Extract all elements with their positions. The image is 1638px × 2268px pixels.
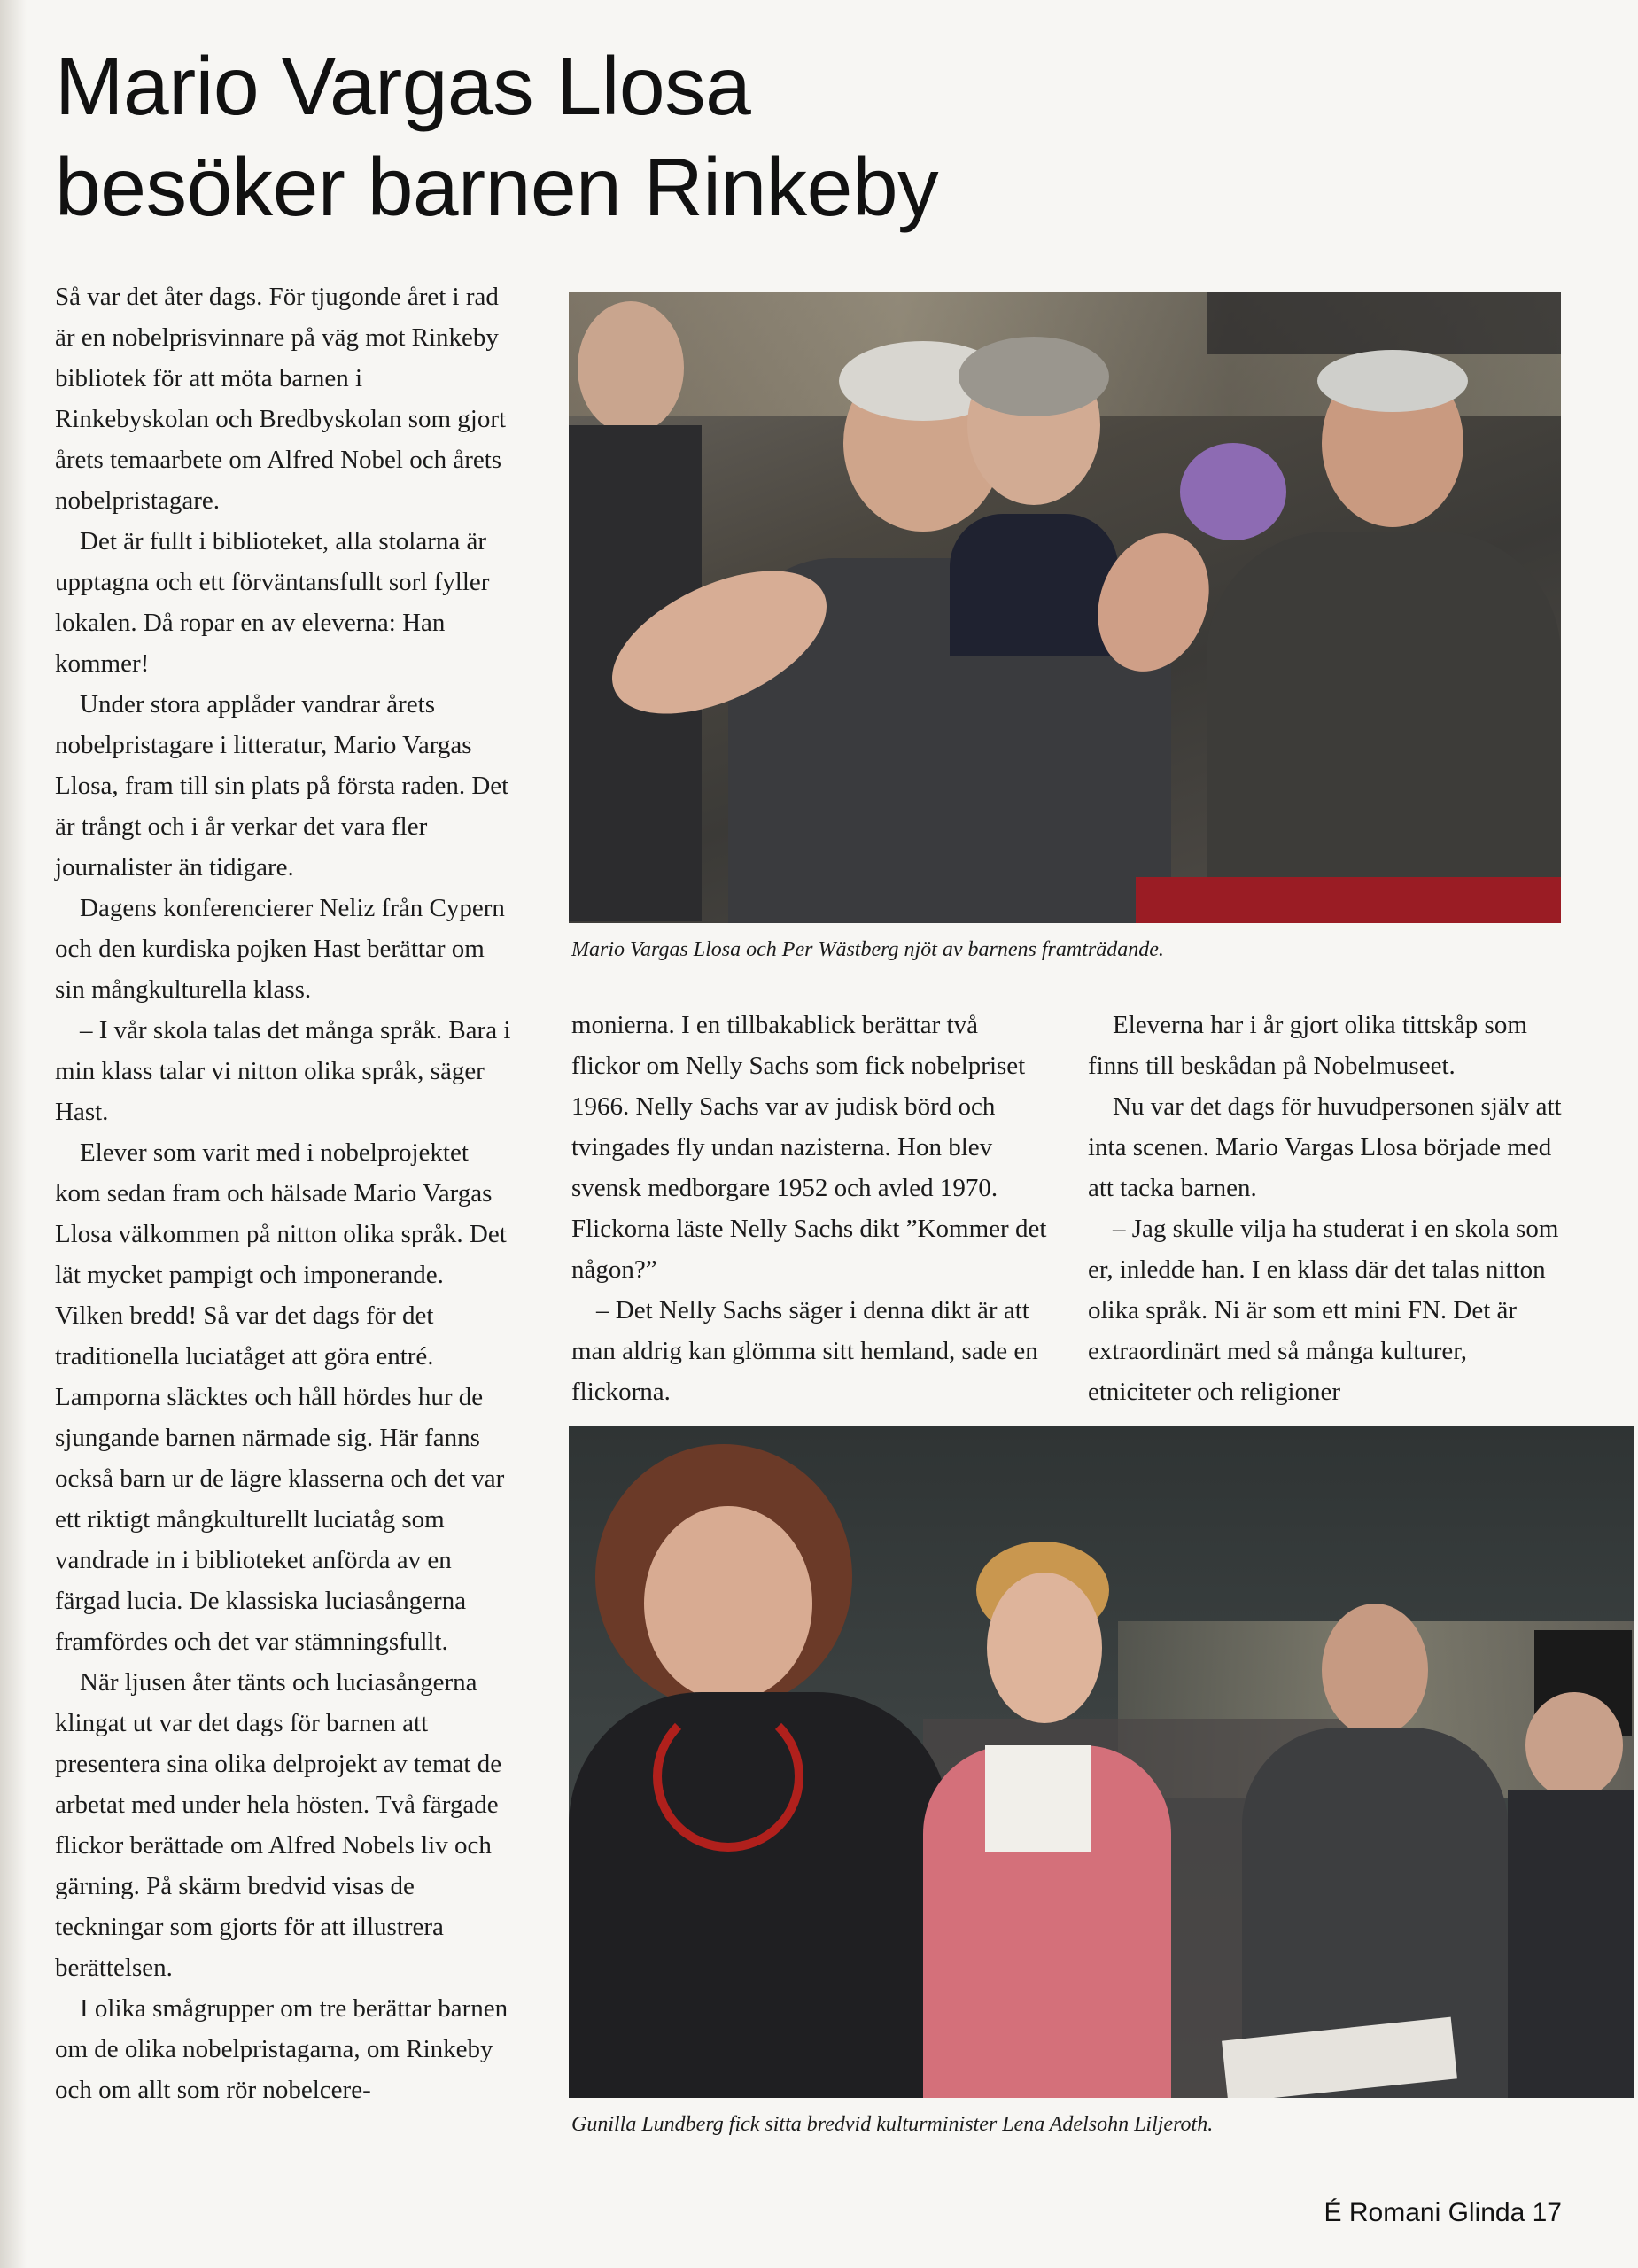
paragraph: – I vår skola talas det många språk. Bara i min klass talar vi nitton olika språk, säger Hast. bbox=[55, 1016, 511, 1126]
paragraph: Dagens konferencierer Neliz från Cypern och den kurdiska pojken Hast berättar om sin mångkulturella klass. bbox=[55, 894, 505, 1004]
paragraph: monierna. I en tillbakablick berättar två flickor om Nelly Sachs som fick nobelpriset 1966. Nelly Sachs var av judisk börd och tvingades fly undan nazisterna. Hon blev svensk medborgare 1952 och avled 1970. Flickorna läste Nelly Sachs dikt ”Kommer det någon?” bbox=[571, 1011, 1047, 1284]
article-column-2 bbox=[571, 1005, 1050, 1412]
article-column-1 bbox=[55, 276, 516, 2110]
paragraph: När ljusen åter tänts och luciasångerna klingat ut var det dags för barnen att presentera sina olika delprojekt av temat de arbetat med under hela hösten. Två färgade flickor berättade om Alfred Nobels liv och gärning. På skärm bredvid visas de teckningar som gjorts för att illustrera berättelsen. bbox=[55, 1668, 502, 1982]
paragraph: Elever som varit med i nobelprojektet kom sedan fram och hälsade Mario Vargas Llosa välkommen på nitton olika språk. Det lät mycket pampigt och imponerande. Vilken bredd! Så var det dags för det traditionella luciatåget att göra entré. Lamporna släcktes och håll hördes hur de sjungande barnen närmade sig. Här fanns också barn ur de lägre klasserna och det var ett riktigt mångkulturellt luciatåg som vandrade in i biblioteket anförda av en färgad lucia. De klassiska luciasångerna framfördes och det var stämningsfullt. bbox=[55, 1138, 507, 1656]
title-line-1: Mario Vargas Llosa bbox=[55, 40, 751, 132]
page-footer: É Romani Glinda 17 bbox=[1324, 2198, 1562, 2227]
page-edge-shadow bbox=[0, 0, 27, 2268]
paragraph: Under stora applåder vandrar årets nobelpristagare i litteratur, Mario Vargas Llosa, fram till sin plats på första raden. Det är trångt och i år verkar det vara fler journalister än tidigare. bbox=[55, 690, 509, 882]
paragraph: Nu var det dags för huvudpersonen själv att inta scenen. Mario Vargas Llosa började med att tacka barnen. bbox=[1088, 1092, 1562, 1202]
article-column-3 bbox=[1088, 1005, 1566, 1412]
photo-caption-2: Gunilla Lundberg fick sitta bredvid kulturminister Lena Adelsohn Liljeroth. bbox=[571, 2113, 1214, 2136]
article-title bbox=[55, 35, 938, 237]
photo-caption-1: Mario Vargas Llosa och Per Wästberg njöt av barnens framträdande. bbox=[571, 938, 1164, 961]
photo-lundberg-and-minister bbox=[569, 1426, 1634, 2098]
paragraph: – Jag skulle vilja ha studerat i en skola som er, inledde han. I en klass där det talas nitton olika språk. Ni är som ett mini FN. Det är extraordinärt med så många kulturer, etniciteter och religioner bbox=[1088, 1215, 1559, 1406]
paragraph: I olika smågrupper om tre berättar barnen om de olika nobelpristagarna, om Rinkeby och om allt som rör nobelcere- bbox=[55, 1994, 508, 2104]
paragraph: Eleverna har i år gjort olika tittskåp som finns till beskådan på Nobelmuseet. bbox=[1088, 1011, 1527, 1080]
title-line-2: besöker barnen Rinkeby bbox=[55, 141, 939, 233]
paragraph: Det är fullt i biblioteket, alla stolarna är upptagna och ett förväntansfullt sorl fyller lokalen. Då ropar en av eleverna: Han kommer! bbox=[55, 527, 490, 678]
photo-vargas-llosa-applauding bbox=[569, 292, 1561, 923]
paragraph: – Det Nelly Sachs säger i denna dikt är att man aldrig kan glömma sitt hemland, sade en flickorna. bbox=[571, 1296, 1038, 1406]
paragraph: Så var det åter dags. För tjugonde året i rad är en nobelprisvinnare på väg mot Rinkeby bibliotek för att möta barnen i Rinkebyskolan och Bredbyskolan som gjort årets temaarbete om Alfred Nobel och årets nobelpristagare. bbox=[55, 283, 507, 515]
